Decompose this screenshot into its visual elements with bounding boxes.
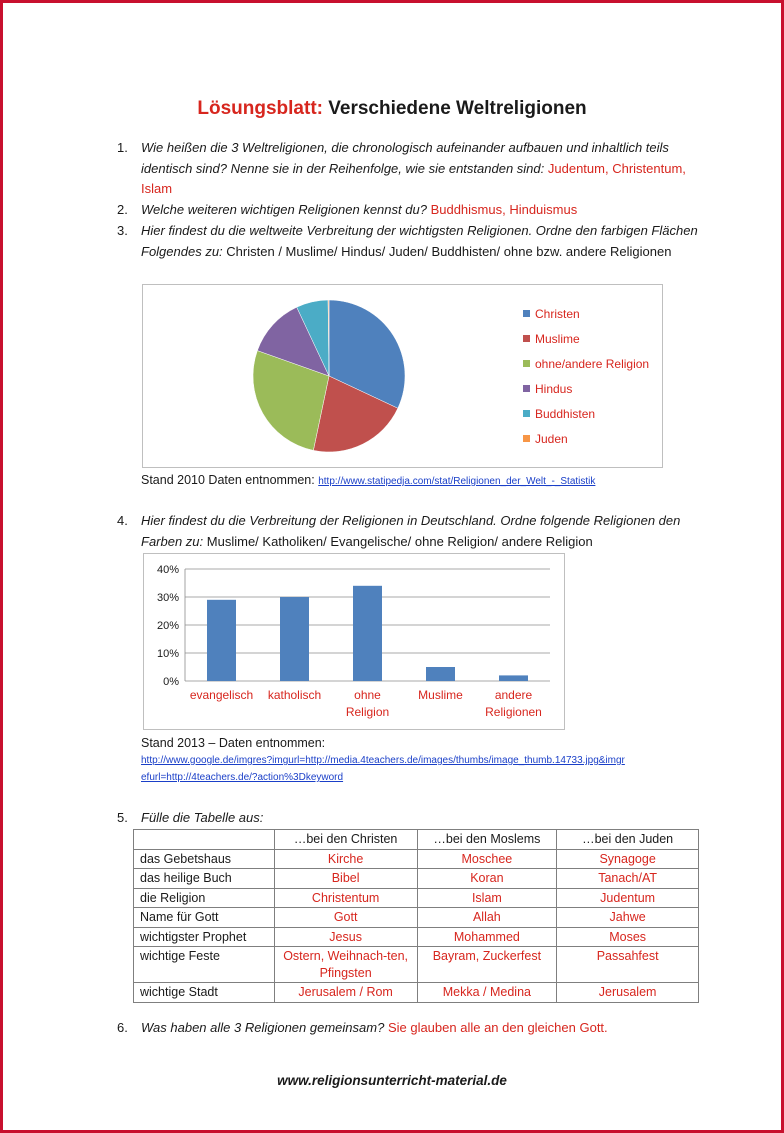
row-label: wichtige Stadt xyxy=(134,983,275,1003)
question-5 xyxy=(117,808,707,829)
question-3 xyxy=(117,221,707,262)
table-header-row xyxy=(134,830,699,850)
title-main: Verschiedene Weltreligionen xyxy=(328,98,587,119)
row-label: das Gebetshaus xyxy=(134,849,275,869)
answer-cell: Ostern, Weihnach-ten, Pfingsten xyxy=(274,947,417,983)
x-tick-label: Religion xyxy=(345,705,390,719)
legend-swatch xyxy=(523,360,530,367)
question-text: Hier findest du die weltweite Verbreitung der wichtigsten Religionen. Ordne den farbigen Flächen Folgendes zu: xyxy=(141,223,698,259)
question-1 xyxy=(117,138,707,200)
row-label: wichtige Feste xyxy=(134,947,275,983)
y-tick-label: 10% xyxy=(156,648,179,660)
legend-entry xyxy=(523,357,649,371)
answer-text: Buddhismus, Hinduismus xyxy=(430,202,578,217)
answer-cell: Christentum xyxy=(274,888,417,908)
answer-cell: Moschee xyxy=(417,849,557,869)
table-header-cell: …bei den Moslems xyxy=(417,830,557,850)
answer-cell: Judentum xyxy=(557,888,699,908)
row-label: wichtigster Prophet xyxy=(134,927,275,947)
question-4 xyxy=(117,511,707,552)
legend-label: Juden xyxy=(535,432,568,446)
answer-cell: Mekka / Medina xyxy=(417,983,557,1003)
x-tick-label: ohne xyxy=(354,688,381,702)
bar xyxy=(499,675,528,681)
answer-cell: Mohammed xyxy=(417,927,557,947)
answer-cell: Passahfest xyxy=(557,947,699,983)
source-link[interactable]: efurl=http://4teachers.de/?action%3Dkeyword xyxy=(141,772,344,783)
bar xyxy=(426,667,455,681)
answer-cell: Allah xyxy=(417,908,557,928)
table-header-cell xyxy=(134,830,275,850)
question-number: 2. xyxy=(117,202,128,217)
x-tick-label: Muslime xyxy=(418,688,463,702)
answer-cell: Bayram, Zuckerfest xyxy=(417,947,557,983)
answer-text: Sie glauben alle an den gleichen Gott. xyxy=(387,1020,608,1035)
religion-table xyxy=(133,829,699,1003)
question-options: Muslime/ Katholiken/ Evangelische/ ohne Religion/ andere Religion xyxy=(206,533,593,549)
bar-chart xyxy=(144,554,564,729)
answer-cell: Kirche xyxy=(274,849,417,869)
question-number: 3. xyxy=(117,223,128,238)
bar xyxy=(353,586,382,681)
source-label: Stand 2013 – Daten entnommen: xyxy=(141,736,326,750)
pie-chart-frame xyxy=(142,284,663,468)
pie-chart xyxy=(143,285,662,467)
question-text: Welche weiteren wichtigen Religionen kennst du? xyxy=(141,202,427,217)
table-row xyxy=(134,849,699,869)
legend-label: Hindus xyxy=(535,382,573,396)
legend-swatch xyxy=(523,410,530,417)
row-label: Name für Gott xyxy=(134,908,275,928)
answer-cell: Gott xyxy=(274,908,417,928)
answer-cell: Jesus xyxy=(274,927,417,947)
row-label: die Religion xyxy=(134,888,275,908)
answer-cell: Tanach/AT xyxy=(557,869,699,889)
answer-cell: Moses xyxy=(557,927,699,947)
legend-entry xyxy=(523,382,572,396)
source-1 xyxy=(141,473,595,487)
legend-label: ohne/andere Religion xyxy=(535,357,650,371)
bar xyxy=(207,600,236,681)
table-row xyxy=(134,869,699,889)
row-label: das heilige Buch xyxy=(134,869,275,889)
question-text: Fülle die Tabelle aus: xyxy=(141,810,264,825)
question-number: 1. xyxy=(117,140,128,155)
question-text: Was haben alle 3 Religionen gemeinsam? xyxy=(141,1020,385,1035)
legend-entry xyxy=(523,307,580,321)
question-text: Hier findest du die Verbreitung der Religionen in Deutschland. Ordne folgende Religionen den Farben zu: xyxy=(141,513,681,549)
title-prefix: Lösungsblatt: xyxy=(197,98,323,119)
legend-label: Christen xyxy=(535,307,580,321)
question-number: 4. xyxy=(117,513,128,528)
y-tick-label: 0% xyxy=(163,676,179,688)
legend-swatch xyxy=(523,335,530,342)
legend-swatch xyxy=(523,385,530,392)
question-number: 5. xyxy=(117,810,128,825)
legend-label: Muslime xyxy=(535,332,580,346)
answer-cell: Jerusalem / Rom xyxy=(274,983,417,1003)
question-options: Christen / Muslime/ Hindus/ Juden/ Buddhisten/ ohne bzw. andere Religionen xyxy=(226,243,672,259)
x-tick-label: evangelisch xyxy=(189,688,254,702)
legend-entry xyxy=(523,432,568,446)
y-tick-label: 30% xyxy=(156,592,179,604)
source-2 xyxy=(141,735,625,786)
question-number: 6. xyxy=(117,1020,128,1035)
table-row xyxy=(134,947,699,983)
table-row xyxy=(134,927,699,947)
legend-label: Buddhisten xyxy=(535,407,596,421)
answer-cell: Koran xyxy=(417,869,557,889)
source-link[interactable]: http://www.statipedja.com/stat/Religionen_der_Welt_-_Statistik xyxy=(318,476,596,487)
y-tick-label: 40% xyxy=(156,564,179,576)
x-tick-label: Religionen xyxy=(485,705,542,719)
answer-cell: Jerusalem xyxy=(557,983,699,1003)
table-header-cell: …bei den Juden xyxy=(557,830,699,850)
question-2 xyxy=(117,200,707,221)
legend-swatch xyxy=(523,435,530,442)
answer-cell: Synagoge xyxy=(557,849,699,869)
table-row xyxy=(134,983,699,1003)
source-link[interactable]: http://www.google.de/imgres?imgurl=http://media.4teachers.de/images/thumbs/image_thumb.14733.jpg&imgr xyxy=(141,755,625,766)
source-label: Stand 2010 Daten entnommen: xyxy=(141,473,315,487)
legend-swatch xyxy=(523,310,530,317)
bar-chart-frame xyxy=(143,553,565,730)
bar xyxy=(280,597,309,681)
x-tick-label: andere xyxy=(494,688,533,702)
answer-cell: Islam xyxy=(417,888,557,908)
question-text: Wie heißen die 3 Weltreligionen, die chronologisch aufeinander aufbauen und inhaltlich teils identisch sind? Nenne sie in der Reihenfolge, wie sie entstanden sind: xyxy=(141,140,669,176)
table-header-cell: …bei den Christen xyxy=(274,830,417,850)
legend-entry xyxy=(523,332,580,346)
answer-cell: Bibel xyxy=(274,869,417,889)
table-row xyxy=(134,908,699,928)
y-tick-label: 20% xyxy=(156,620,179,632)
table-row xyxy=(134,888,699,908)
question-6 xyxy=(117,1018,707,1039)
answer-text: Judentum, Christentum, Islam xyxy=(141,160,686,196)
page-title xyxy=(0,98,784,120)
legend-entry xyxy=(523,407,595,421)
x-tick-label: katholisch xyxy=(267,688,322,702)
footer-url: www.religionsunterricht-material.de xyxy=(277,1073,507,1088)
answer-cell: Jahwe xyxy=(557,908,699,928)
